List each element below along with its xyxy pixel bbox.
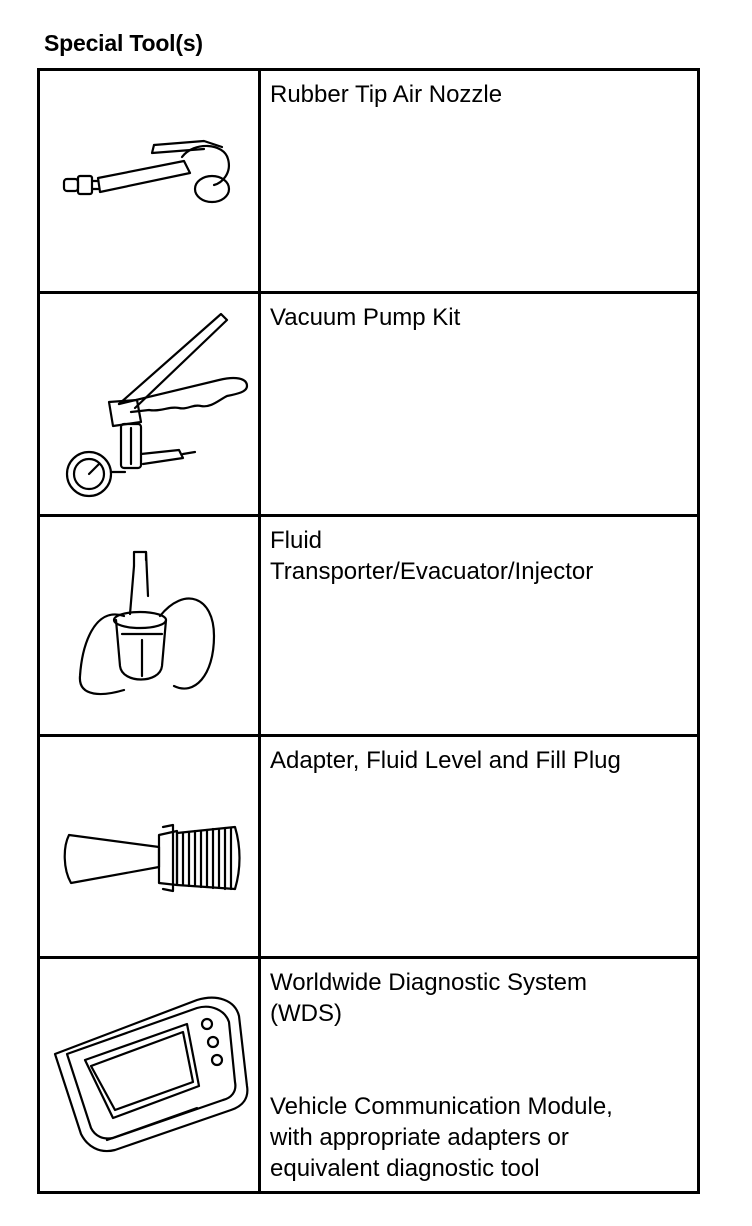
fill-plug-adapter-icon [40,737,261,956]
tool-name-cell [261,959,697,1191]
tool-name-cell [261,517,697,734]
tool-name-cell [261,71,697,291]
tool-description-line-1: Vehicle Communication Module, [270,1093,613,1120]
tool-name: Rubber Tip Air Nozzle [270,81,503,108]
special-tools-table [37,68,700,1194]
tool-name: Vacuum Pump Kit [270,304,461,331]
table-row [40,737,697,959]
diagnostic-tool-icon [40,959,261,1191]
page-title: Special Tool(s) [44,30,203,56]
tool-name-line-2: (WDS) [270,1000,342,1027]
tool-name: Adapter, Fluid Level and Fill Plug [270,747,621,774]
tool-name-cell [261,737,697,956]
fluid-evacuator-icon [40,517,261,734]
tool-description-line-3: equivalent diagnostic tool [270,1155,540,1182]
tool-name-line-2: Transporter/Evacuator/Injector [270,558,594,585]
tool-name-line-1: Fluid [270,527,323,554]
air-nozzle-icon [40,71,261,291]
vacuum-pump-icon [40,294,261,514]
table-row [40,959,697,1191]
table-row [40,294,697,517]
tool-name-cell [261,294,697,514]
tool-description-line-2: with appropriate adapters or [270,1124,569,1151]
table-row [40,517,697,737]
table-row [40,71,697,294]
tool-name-line-1: Worldwide Diagnostic System [270,969,588,996]
